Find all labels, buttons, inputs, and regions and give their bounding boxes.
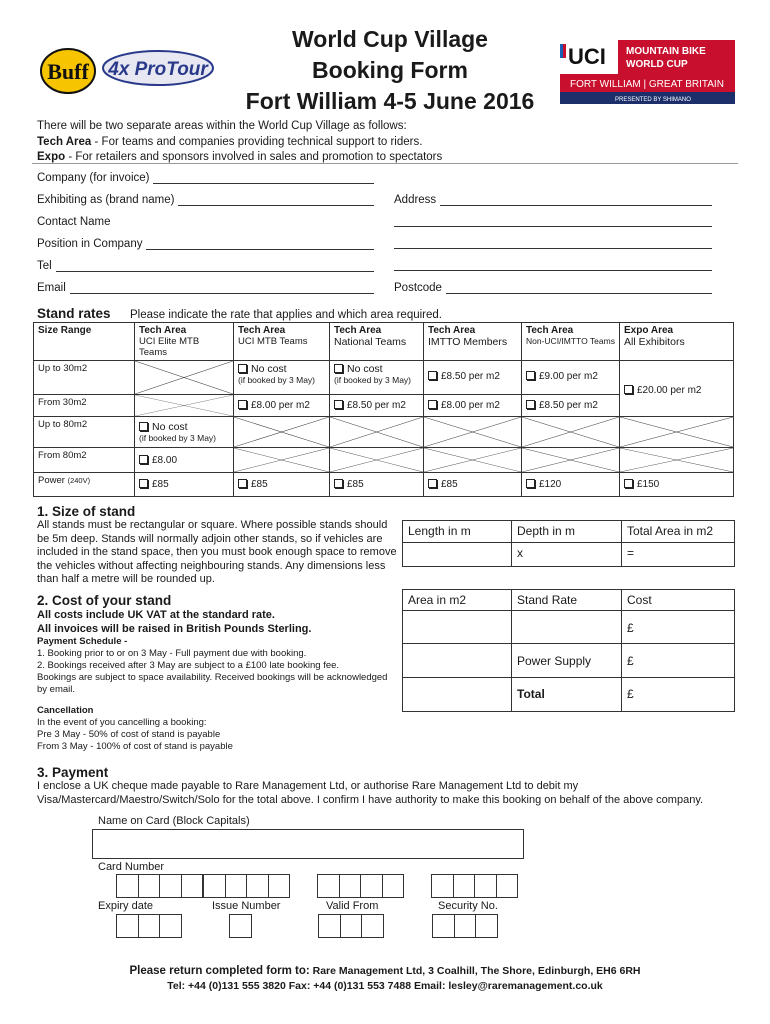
address-label: Address (394, 194, 437, 206)
option-label: No cost (347, 363, 383, 375)
size-range-title: Size Range (38, 325, 92, 336)
power-imtto[interactable] (424, 473, 522, 497)
multiply-sign: x (517, 546, 523, 560)
option-imtto-850[interactable] (424, 361, 522, 395)
cancellation-line-2: Pre 3 May - 50% of cost of stand is payable (37, 729, 221, 740)
col-header-6 (620, 323, 734, 361)
option-nonuci-850[interactable] (522, 395, 620, 417)
card-number-group-4[interactable] (431, 874, 517, 898)
tech-label: Tech Area (37, 135, 92, 148)
digit-box[interactable] (138, 874, 161, 898)
area-header: Area in m2 (403, 590, 512, 611)
crossed-cell (620, 417, 734, 448)
option-label: £120 (539, 479, 562, 490)
row-label-up30: Up to 30m2 (34, 361, 135, 395)
postcode-line[interactable] (446, 283, 712, 294)
crossed-cell (522, 417, 620, 448)
power-national[interactable] (330, 473, 424, 497)
exhibiting-field[interactable] (37, 194, 374, 206)
cost-text (37, 609, 397, 753)
svg-text:MOUNTAIN BIKE: MOUNTAIN BIKE (626, 46, 706, 57)
schedule-item-2: 2. Bookings received after 3 May are subject to a £100 late booking fee. (37, 660, 340, 671)
option-label: £20.00 per m2 (637, 385, 702, 396)
expo-label: Expo (37, 151, 66, 163)
digit-box[interactable] (203, 874, 226, 898)
checkbox[interactable] (238, 400, 247, 409)
cost-table (402, 589, 735, 712)
col-sub: Non-UCI/IMTTO Teams (526, 336, 615, 346)
digit-box[interactable] (317, 874, 340, 898)
schedule-heading: Payment Schedule - (37, 636, 128, 647)
option-nonuci-900[interactable] (522, 361, 620, 395)
digit-box[interactable] (474, 874, 497, 898)
power-voltage: (240V) (67, 476, 91, 485)
card-number-label: Card Number (98, 861, 165, 873)
option-label: £85 (441, 479, 458, 490)
digit-box[interactable] (181, 874, 204, 898)
return-address-text: Rare Management Ltd, 3 Coalhill, The Shore, Edinburgh, EH6 6RH (309, 965, 641, 977)
payment-text: I enclose a UK cheque made payable to Rare Management Ltd, or authorise Rare Management Ltd to debit my Visa/Mastercard/Maestro/Switch/Solo for the total above. I confirm I have authority to make this booking on behalf of the above company. (37, 780, 704, 806)
checkbox[interactable] (139, 422, 148, 431)
position-label: Position in Company (37, 238, 143, 250)
col-sub: IMTTO Members (428, 336, 508, 348)
power-nonuci[interactable] (522, 473, 620, 497)
cancellation-heading: Cancellation (37, 705, 94, 716)
size-table (402, 520, 735, 567)
row-label-up80: Up to 80m2 (34, 417, 135, 448)
digit-box[interactable] (138, 914, 161, 938)
expiry-label: Expiry date (98, 900, 154, 912)
power-uci[interactable] (234, 473, 330, 497)
checkbox[interactable] (526, 371, 535, 380)
option-note: (if booked by 3 May) (238, 375, 316, 385)
checkbox[interactable] (334, 479, 343, 488)
vat-note: All costs include UK VAT at the standard rate. (37, 609, 275, 621)
security-no-input[interactable] (432, 914, 497, 938)
digit-box[interactable] (268, 874, 291, 898)
option-uci-800[interactable] (234, 395, 330, 417)
cost-heading: 2. Cost of your stand (37, 593, 172, 608)
col-title: Tech Area (428, 325, 476, 336)
option-elite-nocost[interactable] (135, 417, 234, 448)
uci-mtb-world-cup-logo (560, 40, 735, 104)
cancellation-line-3: From 3 May - 100% of cost of stand is payable (37, 741, 233, 752)
company-label: Company (for invoice) (37, 172, 150, 184)
checkbox[interactable] (139, 479, 148, 488)
digit-box[interactable] (225, 874, 248, 898)
crossed-cell (522, 448, 620, 473)
address-line-2[interactable] (394, 216, 712, 227)
option-imtto-800[interactable] (424, 395, 522, 417)
return-address (0, 965, 770, 977)
digit-box[interactable] (454, 914, 477, 938)
checkbox[interactable] (428, 371, 437, 380)
address-line-2-rule[interactable] (394, 216, 712, 227)
col-header-2 (234, 323, 330, 361)
name-on-card-label: Name on Card (Block Capitals) (98, 815, 250, 827)
size-range-header (34, 323, 135, 361)
rate-header: Stand Rate (512, 590, 622, 611)
postcode-label: Postcode (394, 282, 442, 294)
option-elite-800[interactable] (135, 448, 234, 473)
pound-sign: £ (627, 687, 634, 701)
address-line-4-rule[interactable] (394, 260, 712, 271)
col-sub: National Teams (334, 336, 407, 348)
page-title (200, 24, 580, 117)
cost-header: Cost (622, 590, 735, 611)
option-national-nocost[interactable] (330, 361, 424, 395)
issue-label: Issue Number (212, 900, 281, 912)
option-label: £8.50 per m2 (347, 400, 406, 411)
tel-label: Tel (37, 260, 52, 272)
equals-sign: = (627, 546, 635, 560)
power-spacer (403, 644, 512, 678)
buff-logo (38, 44, 98, 94)
contact-line: Tel: +44 (0)131 555 3820 Fax: +44 (0)131 553 7488 Email: lesley@raremanagement.co.uk (167, 980, 603, 992)
checkbox[interactable] (526, 400, 535, 409)
total-cost-input[interactable] (622, 678, 735, 712)
digit-box[interactable] (340, 914, 363, 938)
col-sub: UCI Elite MTB Teams (139, 336, 200, 358)
contact-field[interactable] (37, 216, 374, 228)
option-expo-2000[interactable] (620, 361, 734, 417)
checkbox[interactable] (238, 364, 247, 373)
total-label: Total (512, 678, 622, 712)
digit-box[interactable] (159, 874, 182, 898)
checkbox[interactable] (334, 364, 343, 373)
option-label: £8.00 per m2 (441, 400, 500, 411)
checkbox[interactable] (334, 400, 343, 409)
stand-rates-heading: Stand rates (37, 306, 111, 321)
exhibiting-label: Exhibiting as (brand name) (37, 194, 175, 206)
option-note: (if booked by 3 May) (139, 433, 217, 443)
intro-tech (37, 135, 442, 151)
size-text: All stands must be rectangular or square. Where possible stands should be 5m deep. Stands will normally adjoin other stands, so if vehicles are included in the stand space, then you must book enough space to remove the vehicles without affecting neighbouring stands. Any dimensions less than half a metre will be rounded up. (37, 519, 397, 585)
name-on-card-input[interactable] (92, 829, 524, 859)
option-label: £8.50 per m2 (441, 371, 500, 382)
divider (32, 163, 738, 164)
svg-text:FORT WILLIAM | GREAT BRITAIN: FORT WILLIAM | GREAT BRITAIN (570, 79, 724, 90)
title-line-2: Booking Form (312, 57, 468, 83)
rate-input[interactable] (512, 611, 622, 644)
option-note: (if booked by 3 May) (334, 375, 412, 385)
intro-text (37, 119, 442, 166)
option-label: £8.00 (152, 455, 178, 466)
power-label: Power (38, 475, 65, 486)
valid-from-input[interactable] (318, 914, 383, 938)
gbp-note: All invoices will be raised in British Pounds Sterling. (37, 622, 312, 635)
depth-header: Depth in m (512, 521, 622, 543)
option-label: £85 (347, 479, 364, 490)
option-label: £9.00 per m2 (539, 371, 598, 382)
card-number-group-2[interactable] (203, 874, 289, 898)
crossed-cell (330, 417, 424, 448)
checkbox[interactable] (428, 400, 437, 409)
svg-text:Buff: Buff (47, 59, 89, 84)
crossed-cell (424, 448, 522, 473)
checkbox[interactable] (624, 385, 633, 394)
crossed-cell (135, 395, 234, 417)
total-area-header: Total Area in m2 (622, 521, 735, 543)
checkbox[interactable] (428, 479, 437, 488)
email-label: Email (37, 282, 66, 294)
contact-label: Contact Name (37, 216, 111, 228)
pound-sign: £ (627, 654, 634, 668)
area-input[interactable] (403, 611, 512, 644)
option-national-850[interactable] (330, 395, 424, 417)
option-uci-nocost[interactable] (234, 361, 330, 395)
svg-text:UCI: UCI (568, 44, 606, 69)
exhibiting-line[interactable] (178, 195, 374, 206)
tel-field[interactable] (37, 260, 374, 272)
col-title: Tech Area (334, 325, 382, 336)
expo-desc: - For retailers and sponsors involved in sales and promotion to spectators (65, 151, 443, 163)
checkbox[interactable] (526, 479, 535, 488)
company-field[interactable] (37, 172, 374, 184)
svg-text:4x ProTour: 4x ProTour (108, 59, 208, 80)
title-line-1: World Cup Village (292, 26, 488, 52)
checkbox[interactable] (139, 455, 148, 464)
email-line[interactable] (70, 283, 374, 294)
security-label: Security No. (438, 900, 498, 912)
return-label: Please return completed form to: (129, 965, 310, 977)
col-title: Expo Area (624, 325, 674, 336)
title-line-3: Fort William 4-5 June 2016 (245, 88, 535, 114)
pound-sign: £ (627, 621, 634, 635)
col-title: Tech Area (238, 325, 286, 336)
option-label: £8.50 per m2 (539, 400, 598, 411)
position-line[interactable] (146, 239, 374, 250)
digit-box[interactable] (229, 914, 252, 938)
power-elite[interactable] (135, 473, 234, 497)
total-spacer (403, 678, 512, 712)
svg-text:WORLD CUP: WORLD CUP (626, 59, 688, 70)
svg-text:PRESENTED BY SHIMANO: PRESENTED BY SHIMANO (615, 97, 691, 103)
digit-box[interactable] (382, 874, 405, 898)
card-number-group-1[interactable] (116, 874, 202, 898)
option-label: £85 (251, 479, 268, 490)
col-header-4 (424, 323, 522, 361)
option-label: No cost (152, 421, 188, 433)
power-cost-input[interactable] (622, 644, 735, 678)
size-heading: 1. Size of stand (37, 504, 136, 519)
digit-box[interactable] (432, 914, 455, 938)
digit-box[interactable] (360, 874, 383, 898)
col-sub: UCI MTB Teams (238, 336, 308, 347)
digit-box[interactable] (116, 874, 139, 898)
option-label: No cost (251, 363, 287, 375)
crossed-cell (135, 361, 234, 395)
crossed-cell (234, 417, 330, 448)
depth-input[interactable] (512, 543, 622, 567)
crossed-cell (620, 448, 734, 473)
cost-input[interactable] (622, 611, 735, 644)
company-line[interactable] (153, 173, 374, 184)
digit-box[interactable] (159, 914, 182, 938)
card-number-group-3[interactable] (317, 874, 403, 898)
checkbox[interactable] (238, 479, 247, 488)
address-field[interactable] (394, 194, 712, 206)
row-label-from80: From 80m2 (34, 448, 135, 473)
schedule-note: Bookings are subject to space availability. Received bookings will be acknowledged by email. (37, 672, 388, 695)
col-title: Tech Area (139, 325, 187, 336)
cancellation-line-1: In the event of you cancelling a booking: (37, 717, 207, 728)
tech-desc: - For teams and companies providing technical support to riders. (91, 135, 423, 148)
digit-box[interactable] (318, 914, 341, 938)
email-field[interactable] (37, 282, 374, 294)
option-label: £85 (152, 479, 169, 490)
col-sub: All Exhibitors (624, 336, 685, 348)
valid-from-label: Valid From (326, 900, 379, 912)
schedule-item-1: 1. Booking prior to or on 3 May - Full payment due with booking. (37, 648, 307, 659)
issue-number-input[interactable] (229, 914, 251, 938)
address-line-4[interactable] (394, 260, 712, 271)
postcode-field[interactable] (394, 282, 712, 294)
power-supply-label: Power Supply (512, 644, 622, 678)
digit-box[interactable] (116, 914, 139, 938)
protour-logo (100, 38, 215, 93)
option-label: £8.00 per m2 (251, 400, 310, 411)
digit-box[interactable] (496, 874, 519, 898)
length-header: Length in m (403, 521, 512, 543)
crossed-cell (234, 448, 330, 473)
row-label-from30: From 30m2 (34, 395, 135, 417)
digit-box[interactable] (475, 914, 498, 938)
col-header-1 (135, 323, 234, 361)
total-area-input[interactable] (622, 543, 735, 567)
stand-rates-table (33, 322, 734, 497)
digit-box[interactable] (361, 914, 384, 938)
option-label: £150 (637, 479, 660, 490)
col-header-5 (522, 323, 620, 361)
col-title: Tech Area (526, 325, 574, 336)
col-header-3 (330, 323, 424, 361)
digit-box[interactable] (431, 874, 454, 898)
checkbox[interactable] (624, 479, 633, 488)
payment-heading: 3. Payment (37, 765, 109, 780)
tel-line[interactable] (56, 261, 374, 272)
power-expo[interactable] (620, 473, 734, 497)
expiry-input[interactable] (116, 914, 181, 938)
address-line[interactable] (440, 195, 712, 206)
digit-box[interactable] (246, 874, 269, 898)
digit-box[interactable] (453, 874, 476, 898)
crossed-cell (330, 448, 424, 473)
stand-rates-note: Please indicate the rate that applies and which area required. (130, 309, 442, 321)
length-input[interactable] (403, 543, 512, 567)
crossed-cell (424, 417, 522, 448)
address-line-3[interactable] (394, 238, 712, 249)
position-field[interactable] (37, 238, 374, 250)
row-label-power (34, 473, 135, 497)
intro-line: There will be two separate areas within the World Cup Village as follows: (37, 120, 407, 132)
digit-box[interactable] (339, 874, 362, 898)
address-line-3-rule[interactable] (394, 238, 712, 249)
